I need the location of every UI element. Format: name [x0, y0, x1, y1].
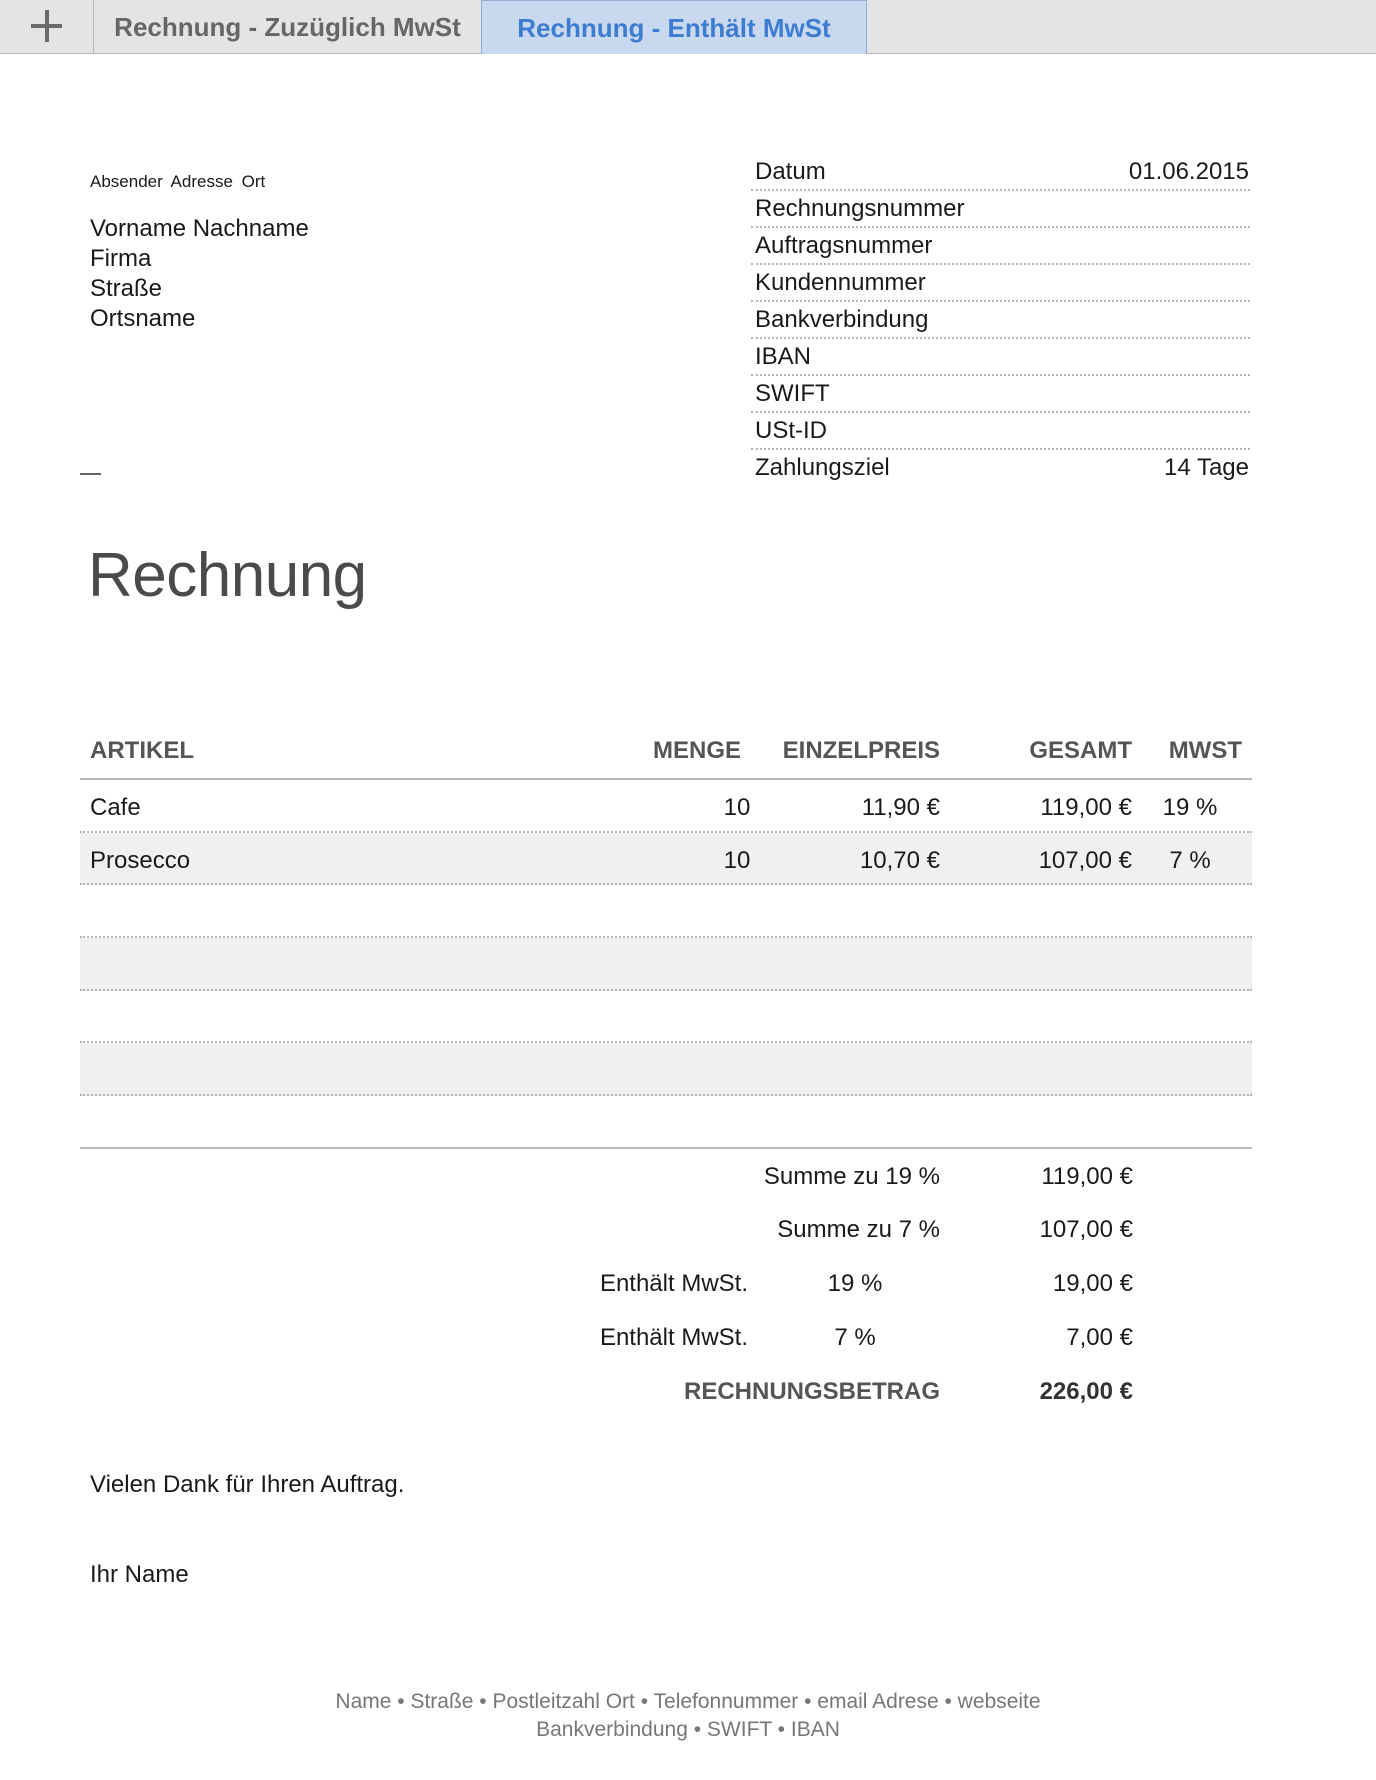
info-label: Rechnungsnummer: [755, 195, 965, 222]
vat-19-rate: 19 %: [827, 1270, 883, 1297]
add-tab-button[interactable]: [0, 0, 94, 54]
table-row[interactable]: [80, 1043, 1252, 1096]
signature-name[interactable]: Ihr Name: [90, 1561, 189, 1588]
header-gesamt: GESAMT: [1029, 737, 1132, 764]
info-value[interactable]: 14 Tage: [1164, 454, 1249, 481]
recipient-address[interactable]: [90, 214, 309, 334]
info-label: IBAN: [755, 343, 812, 370]
invoice-total-value[interactable]: 226,00 €: [1039, 1378, 1133, 1405]
table-row[interactable]: [80, 1096, 1252, 1149]
tab-zuzueglich-mwst[interactable]: Rechnung - Zuzüglich MwSt: [94, 0, 482, 54]
footer-line-1[interactable]: Name • Straße • Postleitzahl Ort • Telefonnummer • email Adrese • webseite: [335, 1690, 1041, 1713]
thank-you-text[interactable]: Vielen Dank für Ihren Auftrag.: [90, 1471, 405, 1498]
table-row[interactable]: [80, 991, 1252, 1044]
info-row-zahlungsziel[interactable]: [751, 450, 1250, 487]
sum-19-label: Summe zu 19 %: [763, 1163, 940, 1190]
info-label: USt-ID: [755, 417, 827, 444]
info-label: Datum: [755, 158, 826, 185]
info-row-bankverbindung[interactable]: [751, 302, 1250, 339]
info-label: Bankverbindung: [755, 306, 929, 333]
cell-menge[interactable]: 10: [723, 846, 751, 874]
info-label: Auftragsnummer: [755, 232, 933, 259]
tab-enthaelt-mwst[interactable]: Rechnung - Enthält MwSt: [481, 0, 867, 54]
cell-menge[interactable]: 10: [723, 794, 751, 821]
info-row-auftragsnummer[interactable]: [751, 228, 1250, 265]
fold-mark: [80, 473, 101, 475]
vat-7-value[interactable]: 7,00 €: [1066, 1324, 1133, 1351]
recipient-city[interactable]: Ortsname: [90, 305, 196, 332]
cell-einzelpreis[interactable]: 11,90 €: [861, 794, 940, 821]
cell-mwst[interactable]: 7 %: [1169, 846, 1211, 874]
vat-7-rate: 7 %: [834, 1324, 876, 1351]
invoice-info-table: [751, 154, 1250, 487]
sum-19-value[interactable]: 119,00 €: [1041, 1163, 1133, 1190]
cell-gesamt[interactable]: 119,00 €: [1040, 794, 1132, 821]
vat-7-label: Enthält MwSt.: [599, 1324, 748, 1351]
page-footer: [0, 1688, 1376, 1744]
header-mwst: MWST: [1168, 737, 1242, 764]
recipient-company[interactable]: Firma: [90, 245, 152, 272]
info-row-datum[interactable]: [751, 154, 1250, 191]
info-row-swift[interactable]: [751, 376, 1250, 413]
info-row-iban[interactable]: [751, 339, 1250, 376]
recipient-name[interactable]: Vorname Nachname: [90, 215, 309, 242]
document-title[interactable]: Rechnung: [88, 541, 367, 610]
info-label: SWIFT: [755, 380, 830, 407]
cell-artikel[interactable]: Cafe: [90, 794, 141, 821]
table-row[interactable]: [80, 938, 1252, 991]
items-table: [80, 732, 1252, 1149]
sum-7-label: Summe zu 7 %: [777, 1216, 940, 1243]
table-header: [80, 732, 1252, 780]
invoice-total-label: RECHNUNGSBETRAG: [683, 1378, 940, 1405]
footer-line-2[interactable]: Bankverbindung • SWIFT • IBAN: [536, 1718, 840, 1741]
info-row-kundennummer[interactable]: [751, 265, 1250, 302]
info-label: Zahlungsziel: [755, 454, 890, 481]
cell-einzelpreis[interactable]: 10,70 €: [859, 846, 940, 874]
vat-19-label: Enthält MwSt.: [599, 1270, 748, 1297]
sender-address-line[interactable]: Absender Adresse Ort: [90, 172, 266, 191]
info-label: Kundennummer: [755, 269, 926, 296]
header-einzelpreis: EINZELPREIS: [782, 737, 940, 764]
recipient-street[interactable]: Straße: [90, 275, 163, 302]
cell-mwst[interactable]: 19 %: [1162, 794, 1218, 821]
cell-artikel[interactable]: Prosecco: [90, 846, 191, 874]
table-row[interactable]: [80, 885, 1252, 938]
tab-bar: [0, 0, 1376, 54]
header-artikel: ARTIKEL: [90, 737, 194, 764]
table-row[interactable]: [80, 833, 1252, 886]
header-menge: MENGE: [652, 737, 741, 764]
info-row-ust-id[interactable]: [751, 413, 1250, 450]
table-row[interactable]: [80, 780, 1252, 833]
info-row-rechnungsnummer[interactable]: [751, 191, 1250, 228]
info-value[interactable]: 01.06.2015: [1128, 158, 1249, 185]
cell-gesamt[interactable]: 107,00 €: [1038, 846, 1132, 874]
vat-19-value[interactable]: 19,00 €: [1052, 1270, 1133, 1297]
sum-7-value[interactable]: 107,00 €: [1039, 1216, 1133, 1243]
